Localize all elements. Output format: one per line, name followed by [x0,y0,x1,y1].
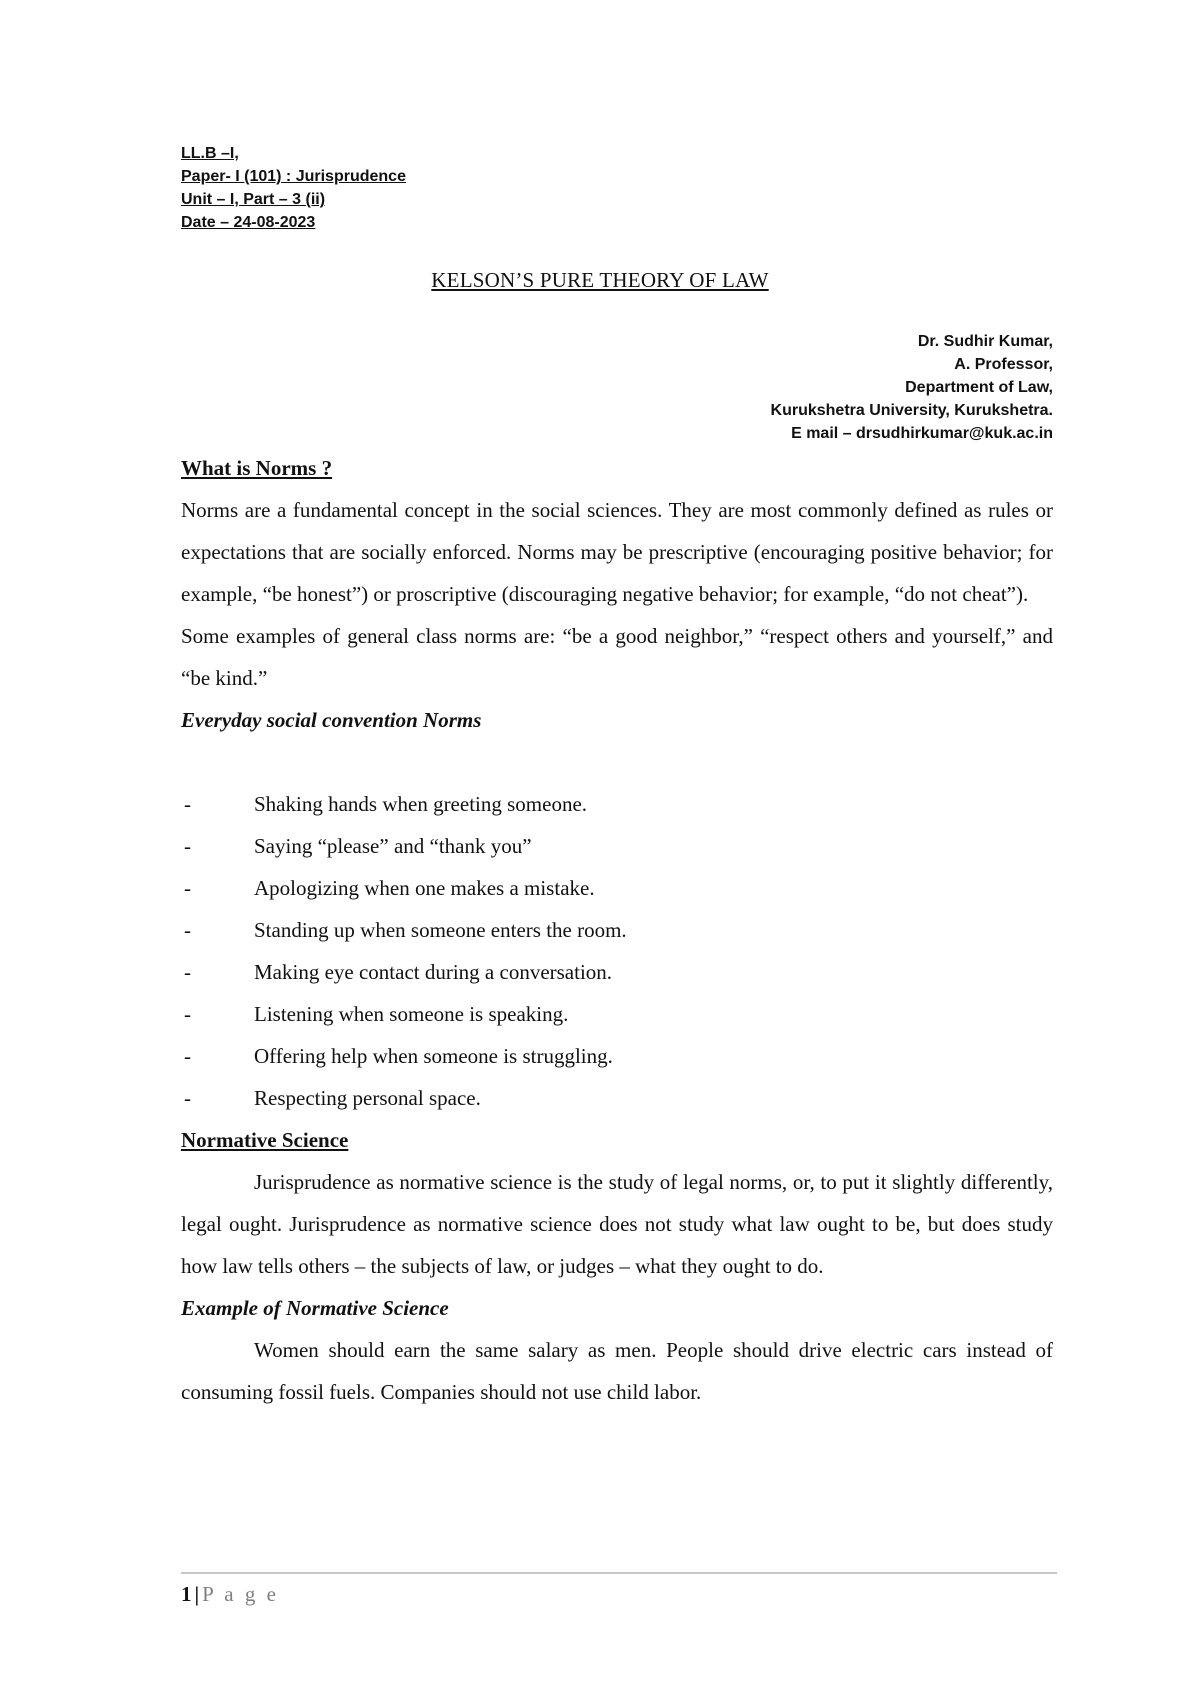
list-item-text: Respecting personal space. [254,1086,481,1110]
list-item [181,1035,1053,1077]
section-heading-everyday: Everyday social convention Norms [181,708,482,732]
bullet-dash: - [184,960,191,984]
author-email: E mail – drsudhirkumar@kuk.ac.in [791,425,1053,442]
list-item [181,825,1053,867]
bullet-dash: - [184,918,191,942]
document-title: KELSON’S PURE THEORY OF LAW [431,268,769,292]
list-item-text: Shaking hands when greeting someone. [254,792,588,816]
footer-divider [181,1572,1057,1574]
author-university: Kurukshetra University, Kurukshetra. [770,402,1053,419]
list-item-text: Listening when someone is speaking. [254,1002,569,1026]
section-heading-norms: What is Norms ? [181,456,333,480]
normative-science-section [181,1119,1053,1413]
bullet-dash: - [184,1002,191,1026]
example-paragraph: Women should earn the same salary as men. People should drive electric cars instead of consuming fossil fuels. Companies should not use child labor. [181,1338,1053,1404]
list-item [181,993,1053,1035]
list-item-text: Making eye contact during a conversation. [254,960,613,984]
list-item-text: Offering help when someone is struggling. [254,1044,613,1068]
course-name: LL.B –I, [181,145,239,162]
author-info [771,330,1053,445]
lecture-date: Date – 24-08-2023 [181,214,316,231]
bullet-dash: - [184,792,191,816]
section-heading-example: Example of Normative Science [181,1296,449,1320]
norms-paragraph-2: Some examples of general class norms are: “be a good neighbor,” “respect others and yourself,” and “be kind.” [181,624,1053,690]
footer-separator: | [194,1582,200,1606]
list-item-text: Apologizing when one makes a mistake. [254,876,595,900]
list-item [181,951,1053,993]
normative-paragraph: Jurisprudence as normative science is the study of legal norms, or, to put it slightly differently, legal ought. Jurisprudence as normative science does not study what law ought to be, but does study how law tells others – the subjects of law, or judges – what they ought to do. [181,1170,1053,1278]
norms-paragraph-1: Norms are a fundamental concept in the social sciences. They are most commonly defined as rules or expectations that are socially enforced. Norms may be prescriptive (encouraging positive behavior; for example, “be honest”) or proscriptive (discouraging negative behavior; for example, “do not cheat”). [181,498,1053,606]
author-name: Dr. Sudhir Kumar, [917,333,1053,350]
page-footer [181,1582,279,1607]
list-item [181,783,1053,825]
bullet-dash: - [184,1086,191,1110]
list-item-text: Saying “please” and “thank you” [254,834,532,858]
page-number: 1 [181,1582,192,1606]
course-header [181,142,406,234]
everyday-norms-list [181,783,1053,1119]
list-item [181,1077,1053,1119]
list-item-text: Standing up when someone enters the room. [254,918,627,942]
author-department: Department of Law, [905,379,1053,396]
bullet-dash: - [184,834,191,858]
page-label: P a g e [202,1582,279,1606]
norms-section [181,447,1053,741]
paper-name: Paper- I (101) : Jurisprudence [181,168,406,185]
section-heading-normative: Normative Science [181,1128,349,1152]
unit-part: Unit – I, Part – 3 (ii) [181,191,326,208]
bullet-dash: - [184,876,191,900]
list-item [181,909,1053,951]
author-designation: A. Professor, [954,356,1053,373]
list-item [181,867,1053,909]
bullet-dash: - [184,1044,191,1068]
